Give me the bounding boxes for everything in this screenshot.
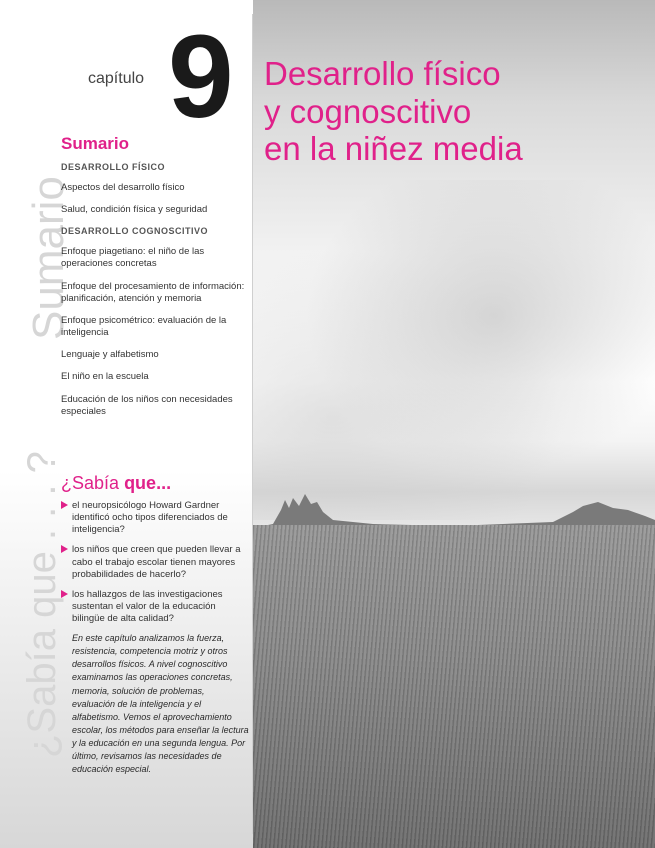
chapter-label: capítulo (88, 70, 145, 87)
cover-photo-clouds (253, 180, 655, 520)
treeline-silhouette (253, 480, 655, 530)
chapter-title-line: en la niñez media (264, 130, 523, 168)
did-you-know-item-text: el neuropsicólogo Howard Gardner identificó ocho tipos diferenciados de inteligencia? (72, 500, 228, 536)
summary-item: Aspectos del desarrollo físico (61, 182, 185, 193)
chapter-title (264, 55, 644, 168)
summary-item: Enfoque piagetiano: el niño de las operaciones concretas (61, 246, 205, 270)
vertical-sumario-watermark: Sumario (24, 176, 73, 340)
did-you-know-item (61, 500, 251, 536)
column-divider (252, 14, 253, 834)
bullet-triangle-icon (61, 501, 68, 509)
chapter-title-line: Desarrollo físico (264, 55, 501, 92)
summary-item: El niño en la escuela (61, 371, 149, 383)
summary-section-head: DESARROLLO FÍSICO (61, 162, 166, 172)
did-you-know-heading (61, 473, 171, 494)
did-you-know-item (61, 544, 251, 580)
did-you-know-item-text: los niños que creen que pueden llevar a cabo el trabajo escolar tienen mayores probabilidades de hacerlo? (72, 544, 241, 580)
bullet-triangle-icon (61, 545, 68, 553)
vertical-sabia-watermark: ¿Sabía que . . . ? (20, 451, 64, 758)
bullet-triangle-icon (61, 590, 68, 598)
chapter-intro-paragraph: En este capítulo analizamos la fuerza, resistencia, competencia motriz y otros desarrollos físicos. A nivel cognoscitivo examinamos las operaciones concretas, memoria, solución de problemas, evaluación de la inteligencia y el alfabetismo. Vemos el aprovechamiento escolar, los métodos para enseñar la lectura y la educación en una segunda lengua. Por último, revisamos las necesidades de educación especial. (72, 633, 249, 775)
did-you-know-item (61, 589, 251, 625)
cover-photo-grass (253, 525, 655, 848)
summary-item: Enfoque del procesamiento de información: planificación, atención y memoria (61, 280, 245, 304)
did-you-know-heading-light: ¿Sabía (61, 473, 120, 493)
did-you-know-heading-bold: que... (124, 473, 172, 493)
chapter-title-line: y cognoscitivo (264, 92, 472, 130)
chapter-number: 9 (168, 11, 230, 143)
summary-list (61, 162, 247, 428)
summary-item: Educación de los niños con necesidades especiales (61, 393, 233, 417)
summary-heading: Sumario (61, 134, 130, 153)
summary-section-head: DESARROLLO COGNOSCITIVO (61, 226, 209, 237)
did-you-know-list (61, 500, 251, 633)
did-you-know-item-text: los hallazgos de las investigaciones sustentan el valor de la educación bilingüe de alta calidad? (72, 588, 223, 625)
summary-item: Enfoque psicométrico: evaluación de la inteligencia (61, 314, 227, 339)
summary-item: Lenguaje y alfabetismo (61, 349, 159, 361)
summary-item: Salud, condición física y seguridad (61, 204, 208, 216)
